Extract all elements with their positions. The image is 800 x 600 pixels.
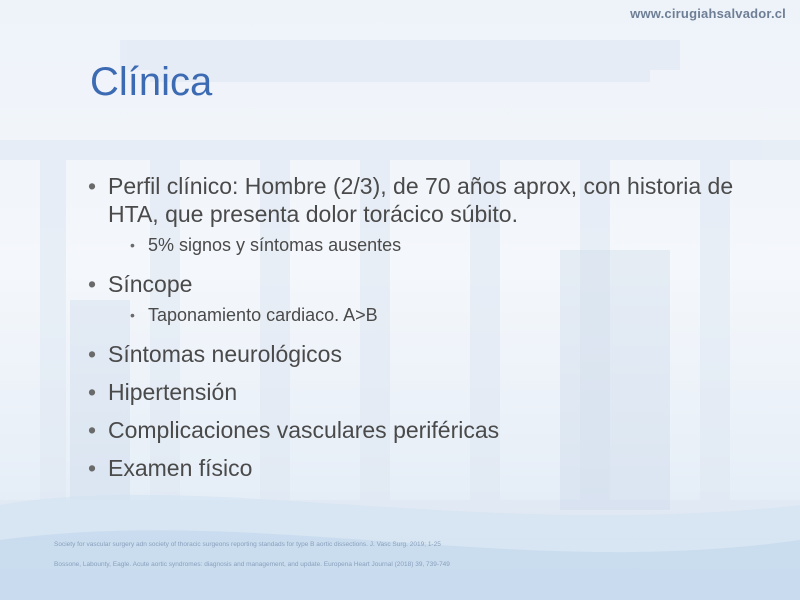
reference-item: Society for vascular surgery adn society of thoracic surgeons reporting standads for type B aortic dissections. J. Vasc Surg. 2019; 1-25 <box>54 541 441 548</box>
bullet-item <box>86 454 776 482</box>
bullet-icon: • <box>130 237 135 253</box>
site-url: www.cirugiahsalvador.cl <box>630 6 786 21</box>
bullet-item <box>86 340 776 368</box>
slide-title: Clínica <box>90 60 213 104</box>
sub-bullet-text: Taponamiento cardiaco. A>B <box>148 305 378 325</box>
bullet-icon: • <box>130 307 135 323</box>
bullet-text: Examen físico <box>108 455 253 481</box>
bullet-text: Síntomas neurológicos <box>108 341 342 367</box>
bullet-icon: • <box>88 173 97 199</box>
bullet-text: Complicaciones vasculares periféricas <box>108 417 500 443</box>
sub-bullet-text: 5% signos y síntomas ausentes <box>148 235 402 255</box>
bullet-item <box>86 172 776 228</box>
bullet-item <box>86 416 776 444</box>
bullet-icon: • <box>88 341 97 367</box>
sub-bullet-item <box>86 234 776 256</box>
reference-item: Bossone, Labounty, Eagle. Acute aortic syndromes: diagnosis and management, and update. Europena Heart Journal (2018) 39, 739-749 <box>54 561 450 568</box>
bullet-list <box>86 172 776 492</box>
bullet-text: Hipertensión <box>108 379 238 405</box>
bullet-text: Perfil clínico: Hombre (2/3), de 70 años aprox, con historia de HTA, que presenta dolor torácico súbito. <box>108 173 734 227</box>
bullet-icon: • <box>88 455 97 481</box>
bullet-icon: • <box>88 379 97 405</box>
references <box>54 540 754 580</box>
sub-bullet-item <box>86 304 776 326</box>
bullet-icon: • <box>88 417 97 443</box>
bullet-text: Síncope <box>108 271 193 297</box>
bullet-icon: • <box>88 271 97 297</box>
bullet-item <box>86 270 776 298</box>
bullet-item <box>86 378 776 406</box>
